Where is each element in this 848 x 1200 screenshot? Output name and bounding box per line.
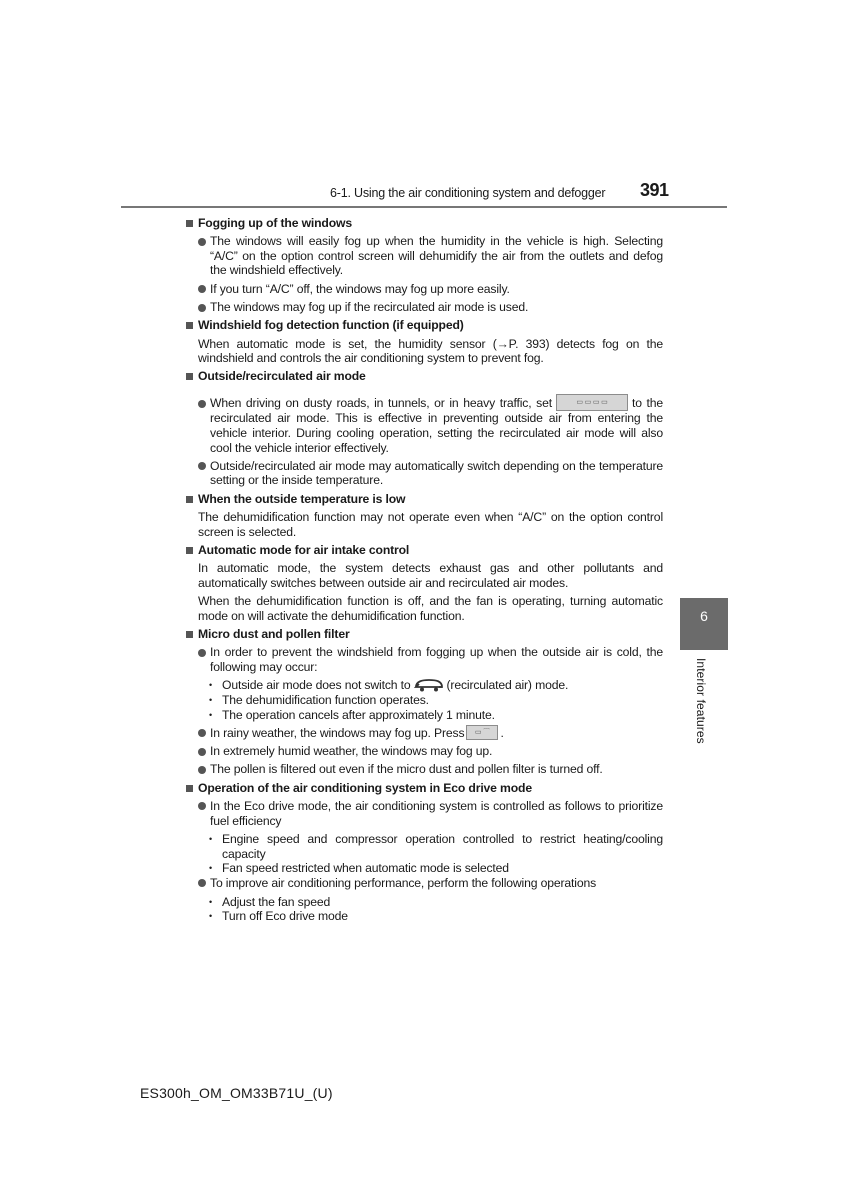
bullet-text: .	[500, 725, 504, 740]
chapter-title: 6-1. Using the air conditioning system and defogger	[330, 186, 606, 200]
section-heading: Windshield fog detection function (if equipped)	[186, 318, 663, 333]
defroster-button-icon: ▭ ⌒	[466, 725, 498, 740]
section-heading: Micro dust and pollen filter	[186, 627, 663, 642]
sub-item: • The dehumidification function operates.	[186, 693, 663, 708]
bullet-item: In the Eco drive mode, the air conditioning system is controlled as follows to prioritize fuel efficiency	[186, 799, 663, 828]
bullet-item: In extremely humid weather, the windows may fog up.	[186, 744, 663, 759]
sub-item: • The operation cancels after approximately 1 minute.	[186, 708, 663, 723]
bullet-item	[186, 726, 663, 741]
section-heading: Outside/recirculated air mode	[186, 369, 663, 384]
bullet-text: When driving on dusty roads, in tunnels, or in heavy traffic, set	[210, 396, 552, 411]
section-heading: Fogging up of the windows	[186, 216, 663, 231]
section-heading: When the outside temperature is low	[186, 492, 663, 507]
sub-item: • Turn off Eco drive mode	[186, 909, 663, 924]
paragraph: In automatic mode, the system detects exhaust gas and other pollutants and automatically switches between outside air and recirculated air modes.	[198, 561, 663, 590]
section-heading: Automatic mode for air intake control	[186, 543, 663, 558]
bullet-item: If you turn “A/C” off, the windows may fog up more easily.	[186, 282, 663, 297]
sub-item: • Fan speed restricted when automatic mode is selected	[186, 861, 663, 876]
recirculated-air-icon	[413, 678, 445, 692]
page-content	[186, 216, 663, 924]
bullet-item: The pollen is filtered out even if the micro dust and pollen filter is turned off.	[186, 762, 663, 777]
bullet-item: The windows may fog up if the recirculated air mode is used.	[186, 300, 663, 315]
chapter-tab[interactable]: 6	[680, 598, 728, 650]
document-code: ES300h_OM_OM33B71U_(U)	[140, 1085, 333, 1101]
header-rule	[121, 206, 727, 208]
sub-item-text: Outside air mode does not switch to	[222, 678, 411, 693]
sub-item-text: (recirculated air) mode.	[446, 678, 569, 693]
recirculation-button-icon: ▭ ▭ ▭ ▭	[556, 394, 628, 411]
sub-item	[186, 678, 663, 693]
bullet-text: to the recirculated air mode. This is effective in preventing outside air from entering the vehicle interior. During cooling operation, setting the recirculated air mode will also cool the vehicle interior effectively.	[210, 396, 664, 455]
sub-item: • Adjust the fan speed	[186, 895, 663, 910]
paragraph: The dehumidification function may not operate even when “A/C” on the option control screen is selected.	[198, 509, 663, 539]
bullet-item: In order to prevent the windshield from fogging up when the outside air is cold, the following may occur:	[186, 645, 663, 674]
paragraph: When automatic mode is set, the humidity sensor (→P. 393) detects fog on the windshield and controls the air conditioning system to prevent fog.	[198, 336, 663, 366]
bullet-item: To improve air conditioning performance, perform the following operations	[186, 876, 663, 891]
chapter-tab-label: Interior features	[694, 658, 708, 744]
paragraph: When the dehumidification function is off, and the fan is operating, turning automatic mode on will activate the dehumidification function.	[198, 594, 663, 623]
bullet-text: In rainy weather, the windows may fog up. Press	[210, 725, 465, 740]
section-heading: Operation of the air conditioning system in Eco drive mode	[186, 781, 663, 796]
bullet-item: Outside/recirculated air mode may automatically switch depending on the temperature setting or the inside temperature.	[186, 459, 663, 488]
bullet-item: The windows will easily fog up when the humidity in the vehicle is high. Selecting “A/C” on the option control screen will dehumidify the air from the outlets and defog the windshield effectively.	[186, 234, 663, 278]
bullet-item	[186, 396, 663, 455]
page-number: 391	[640, 180, 669, 200]
sub-item: • Engine speed and compressor operation controlled to restrict heating/cooling capacity	[186, 832, 663, 861]
